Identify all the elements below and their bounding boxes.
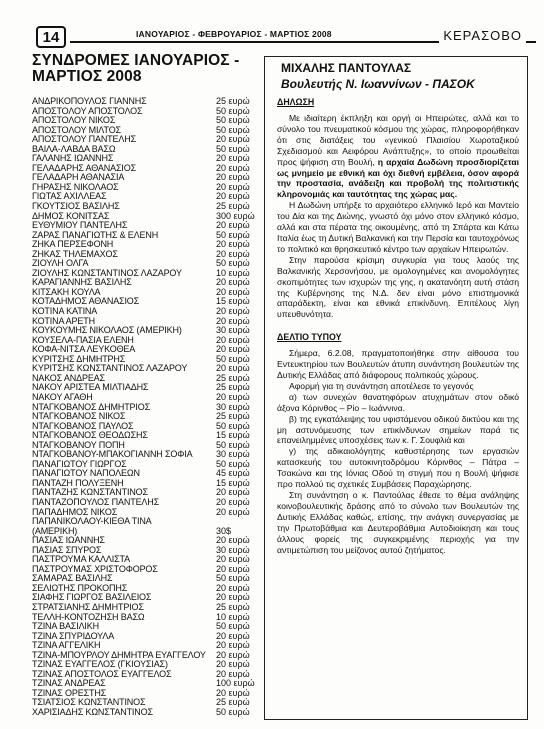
- subscription-amount: 20 ευρώ: [216, 239, 250, 250]
- subscription-amount: 20 ευρώ: [216, 659, 250, 670]
- paragraph: Στην παρούσα κρίσιμη συγκυρία για τους λαούς της Βαλκανικής Χερσονήσου, με ομολογημένες και ανομολόγητες σκοπιμότητες των ισχυρών της γης, η ακατανόητη αυτή στάση της Κυβέρνησης της Ν.Δ. δεν είναι μόνο επιστημονικά απαράδεκτη, είναι και εθνικά επικίνδυνη. Επιτέλους λίγη υπευθυνότητα.: [277, 254, 519, 320]
- subscription-amount: 30 ευρώ: [216, 325, 250, 336]
- subscription-amount: 20 ευρώ: [216, 563, 250, 574]
- subscriber-name: ΣΙΑΦΗΣ ΓΙΩΡΓΟΣ ΒΑΣΙΛΕΙΟΣ: [32, 593, 152, 603]
- subscriber-name: ΝΑΚΟΥ ΑΓΑΘΗ: [32, 392, 93, 402]
- subscriber-name: ΚΟΥΚΟΥΜΗΣ ΝΙΚΟΛΑΟΣ (ΑΜΕΡΙΚΗ): [32, 326, 182, 336]
- subscriber-name: ΓΗΡΑΣΗΣ ΝΙΚΟΛΑΟΣ: [32, 182, 119, 192]
- subscription-amount: 50 ευρώ: [216, 143, 250, 154]
- subscriber-name: ΚΙΤΣΑΚΗ ΚΟΥΛΑ: [32, 287, 101, 297]
- subscription-amount: 25 ευρώ: [216, 697, 250, 708]
- subscriber-name: ΝΤΑΓΚΟΒΑΝΟΥ ΠΟΠΗ: [32, 440, 125, 450]
- subscriber-name: ΠΑΝΑΓΙΩΤΟΥ ΝΑΠΟΛΕΩΝ: [32, 469, 140, 479]
- page-number: 14: [36, 26, 66, 48]
- subscription-amount: 15 ευρώ: [216, 477, 250, 488]
- subscription-amount: 50 ευρώ: [216, 124, 250, 135]
- subscription-amount: 20 ευρώ: [216, 592, 250, 603]
- subscription-amount: 20 ευρώ: [216, 487, 250, 498]
- subscriber-name: ΤΖΙΝΑΣ ΕΥΑΓΓΕΛΟΣ (ΓΚΙΟΥΣΙΑΣ): [32, 660, 168, 670]
- subscription-amount: 20 ευρώ: [216, 162, 250, 173]
- paragraph: Η Δωδώνη υπήρξε το αρχαιότερο ελληνικό Ιερό και Μαντείο του Δία και της Διώνης, γνωστό όχι μόνο στον ελληνικό κόσμο, αλλά και στα πέρατα της οικουμένης, από τη Σπάρτα και Κάτω Ιταλία έως τη Δυτική Βαλκανική και την Περσία και ταυτοχρόνως το πολιτικό και θρησκευτικό κέντρο των αρχαίων Ηπειρωτών.: [277, 200, 519, 254]
- subscription-amount: 20 ευρώ: [216, 191, 250, 202]
- subscriber-name: ΖΗΚΑ ΠΕΡΣΕΦΟΝΗ: [32, 240, 114, 250]
- subscriber-name: ΑΠΟΣΤΟΛΟΥ ΝΙΚΟΣ: [32, 116, 116, 126]
- article-author-role: Βουλευτής Ν. Ιωαννίνων - ΠΑΣΟΚ: [281, 77, 475, 91]
- subscriber-name: ΤΖΙΝΑ ΑΓΓΕΛΙΚΗ: [32, 641, 101, 651]
- subscriber-name: ΝΑΚΟΥ ΑΡΙΣΤΕΑ ΜΙΛΤΙΑΔΗΣ: [32, 383, 149, 393]
- subscriber-name: ΧΑΡΙΣΙΑΔΗΣ ΚΩΝΣΤΑΝΤΙΝΟΣ: [32, 708, 153, 717]
- subscription-amount: 50 ευρώ: [216, 115, 250, 126]
- paragraph: Σήμερα, 6.2.08, πραγματοποιήθηκε στην αίθουσα του Εντευκτηρίου των Βουλευτών άτυπη συνάντηση βουλευτών της Δυτικής Ελλάδας από διάφορους πολιτικούς χώρους.: [277, 348, 519, 381]
- subscriber-name: ΖΙΟΥΛΗ ΟΛΓΑ: [32, 259, 89, 269]
- subscriber-name: ΖΗΚΑΣ ΤΗΛΕΜΑΧΟΣ: [32, 249, 118, 259]
- subscription-amount: 30 ευρώ: [216, 449, 250, 460]
- subscription-amount: 20 ευρώ: [216, 181, 250, 192]
- subscriber-name: ΚΟΥΣΕΛΑ-ΠΑΣΙΑ ΕΛΕΝΗ: [32, 335, 134, 345]
- subscription-amount: 20 ευρώ: [216, 286, 250, 297]
- subscription-amount: 25 ευρώ: [216, 96, 250, 106]
- article-box: [264, 56, 528, 720]
- subscription-amount: 50 ευρώ: [216, 621, 250, 632]
- subscription-amount: 20 ευρώ: [216, 134, 250, 145]
- subscription-amount: 30 ευρώ: [216, 401, 250, 412]
- issue-date: ΙΑΝΟΥΑΡΙΟΣ - ΦΕΒΡΟΥΑΡΙΟΣ - ΜΑΡΤΙΟΣ 2008: [136, 29, 332, 39]
- subscription-amount: 20 ευρώ: [216, 687, 250, 698]
- article-author: ΜΙΧΑΛΗΣ ΠΑΝΤΟΥΛΑΣ: [281, 61, 412, 75]
- subscription-amount: 50 ευρώ: [216, 707, 250, 717]
- subscriber-name: ΤΖΙΝΑ ΣΠΥΡΙΔΟΥΛΑ: [32, 631, 115, 641]
- subscription-amount: 50 ευρώ: [216, 458, 250, 469]
- subscription-amount: 10 ευρώ: [216, 611, 250, 622]
- subscription-amount: 25 ευρώ: [216, 601, 250, 612]
- subscriber-name: ΣΕΛΙΩΤΗΣ ΠΡΟΚΟΠΗΣ: [32, 583, 128, 593]
- subscription-amount: 20 ευρώ: [216, 277, 250, 288]
- subscriber-name: ΚΟΤΙΝΑ ΑΡΕΤΗ: [32, 316, 95, 326]
- subscriber-name: ΠΑΝΤΑΖΗ ΠΟΛΥΞΕΝΗ: [32, 478, 124, 488]
- subscription-amount: 30$: [216, 525, 232, 536]
- subscriber-name: ΚΟΤΙΝΑ ΚΑΤΙΝΑ: [32, 307, 98, 317]
- subscriber-name: ΠΑΝΤΑΖΟΠΟΥΛΟΣ ΠΑΝΤΕΛΗΣ: [32, 497, 160, 507]
- paragraph: γ) της αδικαιολόγητης καθυστέρησης των εργασιών κατασκευής του αυτοκινητοδρόμου Κόρινθος – Πάτρα – Τσακώνα και της Ιόνιας Οδού τη στιγμή που η Βουλή ψήφισε προ πολλού τις σχετικές Συμβάσεις Παραχώρησης.: [277, 446, 519, 490]
- subscriber-name: ΠΑΠΑΔΗΜΟΣ ΝΙΚΟΣ: [32, 507, 118, 517]
- subscriber-name: ΒΑΪΛΑ-ΛΑΒΔΑ ΒΑΣΩ: [32, 144, 116, 154]
- subscriber-name: ΚΥΡΙΤΣΗΣ ΔΗΜΗΤΡΗΣ: [32, 354, 126, 364]
- subscription-amount: 300 ευρώ: [216, 210, 255, 221]
- subscriptions-column: [32, 53, 256, 718]
- subscriber-name: ΝΤΑΓΚΟΒΑΝΟΣ ΘΕΟΔΩΣΗΣ: [32, 431, 148, 441]
- subscription-row: [32, 708, 256, 718]
- paragraph: β) της εγκατάλειψης του υφιστάμενου οδικού δικτύου και της μη αστυνόμευσης των επικίνδυνων σημείων παρά τις επανειλημμένες υποσχέσεις των κ. Γ. Σουφλιά και: [277, 413, 519, 446]
- subscriptions-title: ΣΥΝΔΡΟΜΕΣ ΙΑΝΟΥΑΡΙΟΣ - ΜΑΡΤΙΟΣ 2008: [32, 52, 240, 85]
- subscriber-name: ΕΥΘΥΜΙΟΥ ΠΑΝΤΕΛΗΣ: [32, 221, 128, 231]
- subscriber-name: ΤΕΛΛΗ-ΚΟΝΤΟΖΗΣΗ ΒΑΣΩ: [32, 612, 145, 622]
- subscriber-name: ΓΕΛΑΔΑΡΗ ΑΘΑΝΑΣΙΑ: [32, 173, 125, 183]
- subscriber-name: ΚΟΤΑΔΗΜΟΣ ΑΘΑΝΑΣΙΟΣ: [32, 297, 140, 307]
- subscriber-name: ΤΖΙΝΑΣ ΟΡΕΣΤΗΣ: [32, 688, 107, 698]
- subscriber-name: ΝΤΑΓΚΟΒΑΝΟΣ ΔΗΜΗΤΡΙΟΣ: [32, 402, 151, 412]
- subscriber-name: ΓΕΛΑΔΑΡΗΣ ΑΘΑΝΑΣΙΟΣ: [32, 163, 136, 173]
- subscription-amount: 20 ευρώ: [216, 334, 250, 345]
- subscription-amount: 50 ευρώ: [216, 573, 250, 584]
- subscriber-name: ΓΑΛΑΝΗΣ ΙΩΑΝΝΗΣ: [32, 154, 114, 164]
- subscriber-name: ΑΠΟΣΤΟΛΟΥ ΠΑΝΤΕΛΗΣ: [32, 135, 136, 145]
- subscriber-name: ΓΙΩΤΑΣ ΑΧΙΛΛΕΑΣ: [32, 192, 107, 202]
- subscription-amount: 20 ευρώ: [216, 554, 250, 565]
- subscription-amount: 20 ευρώ: [216, 172, 250, 183]
- newspaper-name: ΚΕΡΑΣΟΒΟ: [439, 28, 526, 43]
- subscriber-name: ΚΑΡΑΓΙΑΝΝΗΣ ΒΑΣΙΛΗΣ: [32, 278, 132, 288]
- subscriber-name: ΠΑΝΑΓΙΩΤΟΥ ΓΙΩΡΓΟΣ: [32, 459, 127, 469]
- subscription-amount: 25 ευρώ: [216, 382, 250, 393]
- subscription-amount: 30 ευρώ: [216, 544, 250, 555]
- subscription-amount: 25 ευρώ: [216, 411, 250, 422]
- subscriber-name: (ΑΜΕΡΙΚΗ): [32, 526, 78, 536]
- subscription-amount: 100 ευρώ: [216, 678, 255, 689]
- subscription-row: [32, 508, 256, 518]
- subscriber-name: ΤΖΙΝΑ ΒΑΣΙΛΙΚΗ: [32, 622, 99, 632]
- subscriber-name: ΠΑΣΙΑΣ ΙΩΑΝΝΗΣ: [32, 536, 105, 546]
- subscription-amount: 50 ευρώ: [216, 420, 250, 431]
- section-heading-statement: ΔΗΛΩΣΗ: [277, 97, 315, 107]
- subscription-amount: 20 ευρώ: [216, 306, 250, 317]
- paragraph: Αφορμή για τη συνάντηση αποτέλεσε το γεγονός: [289, 380, 474, 391]
- subscription-amount: 20 ευρώ: [216, 391, 250, 402]
- subscriber-name: ΚΥΡΙΤΣΗΣ ΚΩΝΣΤΑΝΤΙΝΟΣ ΛΑΖΑΡΟΥ: [32, 364, 188, 374]
- subscription-amount: 50 ευρώ: [216, 353, 250, 364]
- subscription-amount: 25 ευρώ: [216, 201, 250, 212]
- subscription-amount: 20 ευρώ: [216, 248, 250, 259]
- subscriber-name: ΖΑΡΑΣ ΠΑΝΑΓΙΩΤΗΣ & ΕΛΕΝΗ: [32, 230, 159, 240]
- paragraph: Στη συνάντηση ο κ. Παντούλας έθεσε το θέμα ανάληψης κοινοβουλευτικής δράσης από το σύνολο των Βουλευτών της Δυτικής Ελλάδας καθώς, επίσης, την ανάγκη συνεργασίας με την Πρωτοβάθμια και Δευτεροβάθμια Αυτοδιοίκηση και τους άλλους φορείς της συγκεκριμένης περιοχής για την αντιμετώπιση του μείζονος αυτού ζητήματος.: [277, 490, 519, 555]
- subscription-amount: 20 ευρώ: [216, 220, 250, 231]
- subscriber-name: ΠΑΝΤΑΖΗΣ ΚΩΝΣΤΑΝΤΙΝΟΣ: [32, 488, 148, 498]
- subscriber-name: ΤΖΙΝΑ-ΜΠΟΥΡΛΟΥ ΔΗΜΗΤΡΑ ΕΥΑΓΓΕΛΟΥ: [32, 650, 206, 660]
- subscriptions-list: [32, 97, 256, 718]
- subscriber-name: ΣΑΜΑΡΑΣ ΒΑΣΙΛΗΣ: [32, 574, 113, 584]
- subscriber-name: ΝΑΚΟΣ ΑΝΔΡΕΑΣ: [32, 373, 105, 383]
- subscriber-name: ΑΠΟΣΤΟΛΟΥ ΑΠΟΣΤΟΛΟΣ: [32, 106, 143, 116]
- subscription-amount: 20 ευρώ: [216, 630, 250, 641]
- subscriber-name: ΖΙΟΥΛΗΣ ΚΩΝΣΤΑΝΤΙΝΟΣ ΛΑΖΑΡΟΥ: [32, 268, 182, 278]
- subscription-amount: 20 ευρώ: [216, 582, 250, 593]
- subscriber-name: ΤΣΙΑΤΣΙΟΣ ΚΩΝΣΤΑΝΤΙΝΟΣ: [32, 698, 146, 708]
- subscription-amount: 20 ευρώ: [216, 344, 250, 355]
- subscription-amount: 20 ευρώ: [216, 363, 250, 374]
- subscription-amount: 20 ευρώ: [216, 153, 250, 164]
- subscription-amount: 15 ευρώ: [216, 296, 250, 307]
- subscription-amount: 45 ευρώ: [216, 468, 250, 479]
- subscription-amount: 10 ευρώ: [216, 267, 250, 278]
- subscriber-name: ΝΤΑΓΚΟΒΑΝΟΣ ΝΙΚΟΣ: [32, 412, 126, 422]
- subscriber-name: ΠΑΣΙΑΣ ΣΠΥΡΟΣ: [32, 545, 102, 555]
- subscription-amount: 20 ευρώ: [216, 506, 250, 517]
- subscriber-name: ΠΑΣΤΡΟΥΜΑΣ ΧΡΙΣΤΟΦΟΡΟΣ: [32, 564, 158, 574]
- subscription-amount: 20 ευρώ: [216, 315, 250, 326]
- section-heading-press-release: ΔΕΛΤΙΟ ΤΥΠΟΥ: [277, 332, 342, 343]
- subscriber-name: ΚΟΦΑ-ΝΙΤΣΑ ΛΕΥΚΟΘΕΑ: [32, 345, 136, 355]
- paragraph: α) των συνεχών θανατηφόρων ατυχημάτων στον οδικό άξονα Κόρινθος – Ρίο – Ιωάννινα.: [277, 391, 519, 413]
- subscriber-name: ΤΖΙΝΑΣ ΑΠΟΣΤΟΛΟΣ ΕΥΑΓΓΕΛΟΣ: [32, 669, 172, 679]
- subscription-amount: 50 ευρώ: [216, 439, 250, 450]
- subscription-amount: 20 ευρώ: [216, 668, 250, 679]
- subscription-amount: 20 ευρώ: [216, 496, 250, 507]
- subscription-amount: 20 ευρώ: [216, 535, 250, 546]
- subscriber-name: ΠΑΠΑΝΙΚΟΛΑΟΥ-ΚΙΕΘΑ ΤΙΝΑ: [32, 517, 152, 527]
- subscription-amount: 25 ευρώ: [216, 372, 250, 383]
- subscriber-name: ΝΤΑΓΚΟΒΑΝΟΣ ΠΑΥΛΟΣ: [32, 421, 134, 431]
- subscriber-name: ΤΖΙΝΑΣ ΑΝΔΡΕΑΣ: [32, 679, 106, 689]
- subscriber-name: ΑΝΔΡΙΚΟΠΟΥΛΟΣ ΓΙΑΝΝΗΣ: [32, 97, 147, 106]
- subscription-amount: 20 ευρώ: [216, 649, 250, 660]
- subscriber-name: ΓΚΟΥΤΣΙΟΣ ΒΑΣΙΛΗΣ: [32, 202, 120, 212]
- subscription-amount: 50 ευρώ: [216, 258, 250, 269]
- subscriber-name: ΝΤΑΓΚΟΒΑΝΟΥ-ΜΠΑΚΟΓΙΑΝΝΗ ΣΟΦΙΑ: [32, 450, 193, 460]
- paragraph: Με ιδιαίτερη έκπληξη και οργή οι Ηπειρώτες, αλλά και το σύνολο του πνευματικού κόσμου της χώρας, πληροφορήθηκαν ότι στις διατάξεις του «γενικού Πλαισίου Χωροταξικού Σχεδιασμού και Αειφόρου Ανάπτυξης», το οποίο προωθείται προς ψήφιση στη Βουλή, η αρχαία Δωδώνη προσδιορίζεται ως μνημείο με εθνική και όχι διεθνή εμβέλεια, όσον αφορά την προστασία, ανάδειξη και προβολή της πολιτιστικής κληρονομιάς και ταυτότητας της χώρας μας.: [277, 113, 519, 200]
- subscriber-name: ΣΤΡΑΤΣΙΑΝΗΣ ΔΗΜΗΤΡΙΟΣ: [32, 602, 144, 612]
- subscriber-name: ΠΑΣΤΡΟΥΜΑ ΚΑΛΛΙΣΤΑ: [32, 555, 131, 565]
- subscription-amount: 50 ευρώ: [216, 229, 250, 240]
- subscriber-name: ΔΗΜΟΣ ΚΟΝΙΤΣΑΣ: [32, 211, 110, 221]
- page-header: [36, 26, 536, 48]
- subscription-amount: 50 ευρώ: [216, 105, 250, 116]
- subscriber-name: ΑΠΟΣΤΟΛΟΥ ΜΙΛΤΟΣ: [32, 125, 121, 135]
- subscription-amount: 15 ευρώ: [216, 430, 250, 441]
- subscription-amount: 20 ευρώ: [216, 640, 250, 651]
